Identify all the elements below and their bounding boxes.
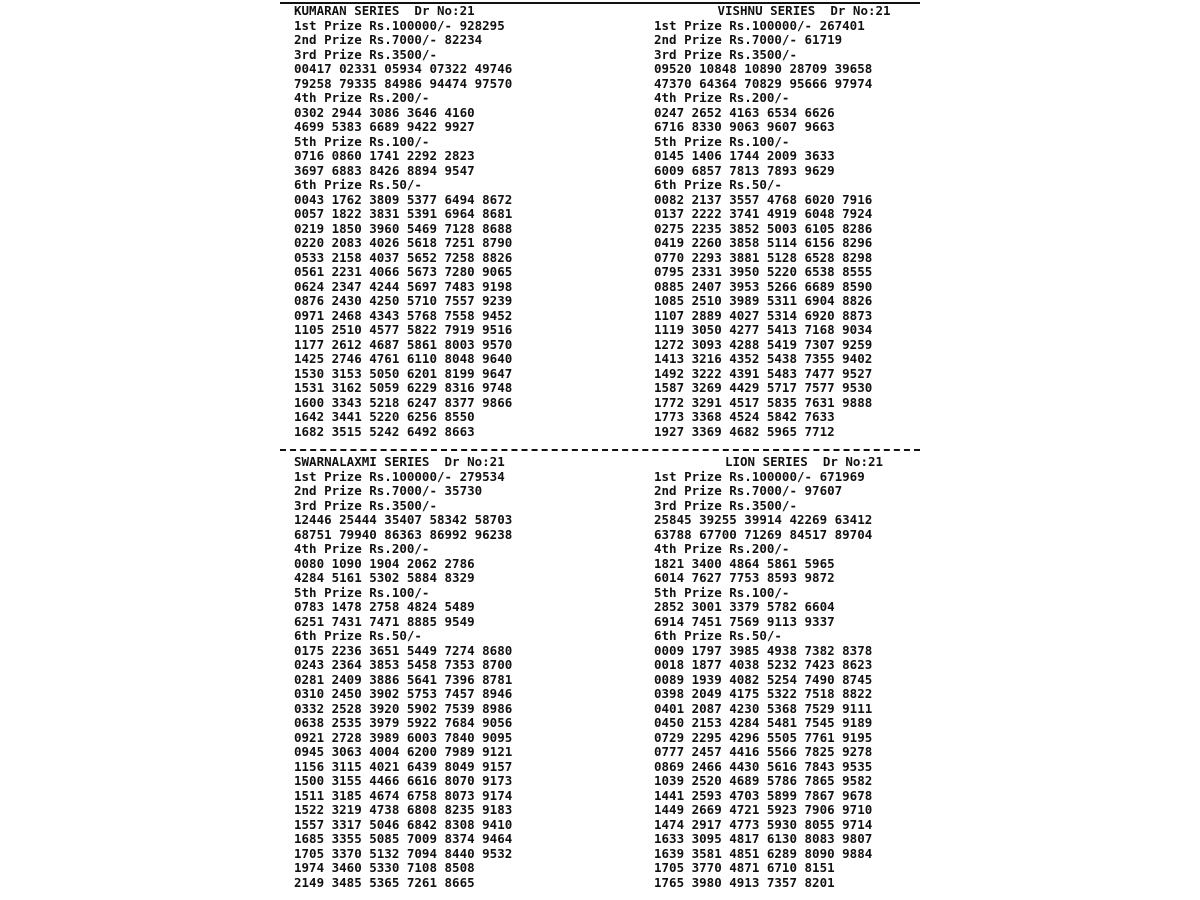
number-row: 1085 2510 3989 5311 6904 8826	[654, 293, 873, 308]
draw-number: Dr No:21	[830, 4, 891, 18]
number-row: 1927 3369 4682 5965 7712	[654, 423, 835, 439]
number-row: 1600 3343 5218 6247 8377 9866	[294, 394, 513, 410]
number-row: 0220 2083 4026 5618 7251 8790	[294, 235, 513, 250]
second-prize-line	[294, 484, 594, 499]
first-prize-number: 671969	[819, 468, 865, 484]
first-prize-label: 1st Prize Rs.100000/-	[294, 17, 453, 33]
number-row: 0945 3063 4004 6200 7989 9121	[294, 744, 513, 759]
number-row: 0729 2295 4296 5505 7761 9195	[654, 729, 873, 745]
number-row: 0281 2409 3886 5641 7396 8781	[294, 671, 513, 687]
number-row: 1474 2917 4773 5930 8055 9714	[654, 816, 873, 832]
first-prize-line	[294, 19, 594, 34]
number-row: 1119 3050 4277 5413 7168 9034	[654, 322, 873, 337]
number-row: 0795 2331 3950 5220 6538 8555	[654, 264, 873, 279]
number-row: 63788 67700 71269 84517 89704	[654, 526, 873, 542]
first-prize-number: 279534	[459, 468, 505, 484]
number-row: 6014 7627 7753 8593 9872	[654, 570, 835, 585]
section-heading	[294, 455, 594, 470]
number-row: 6009 6857 7813 7893 9629	[654, 162, 835, 178]
section-vishnu	[654, 4, 954, 439]
number-row: 0009 1797 3985 4938 7382 8378	[654, 642, 873, 658]
number-row: 4284 5161 5302 5884 8329	[294, 570, 475, 585]
number-row: 1705 3770 4871 6710 8151	[654, 860, 835, 875]
number-row: 0332 2528 3920 5902 7539 8986	[294, 700, 513, 716]
number-row: 1821 3400 4864 5861 5965	[654, 555, 835, 571]
number-row: 1531 3162 5059 6229 8316 9748	[294, 380, 513, 395]
number-row: 79258 79335 84986 94474 97570	[294, 75, 513, 91]
second-prize-line	[294, 33, 594, 48]
section-heading	[654, 4, 954, 19]
number-row: 0243 2364 3853 5458 7353 8700	[294, 657, 513, 672]
number-row: 0638 2535 3979 5922 7684 9056	[294, 715, 513, 730]
number-row: 6914 7451 7569 9113 9337	[654, 613, 835, 629]
section-heading	[654, 455, 954, 470]
second-prize-label: 2nd Prize Rs.7000/-	[294, 32, 437, 47]
series-name: SWARNALAXMI SERIES	[294, 455, 430, 469]
number-row: 1557 3317 5046 6842 8308 9410	[294, 816, 513, 832]
third-prize-numbers	[294, 62, 594, 91]
second-prize-number: 97607	[804, 483, 843, 498]
third-prize-label: 3rd Prize Rs.3500/-	[294, 497, 437, 513]
sixth-prize-label: 6th Prize Rs.50/-	[654, 628, 782, 643]
number-row: 1682 3515 5242 6492 8663	[294, 423, 475, 439]
number-row: 1039 2520 4689 5786 7865 9582	[654, 773, 873, 788]
sixth-prize-numbers	[654, 193, 954, 440]
number-row: 1772 3291 4517 5835 7631 9888	[654, 394, 873, 410]
second-prize-number: 35730	[444, 483, 483, 498]
number-row: 0043 1762 3809 5377 6494 8672	[294, 191, 513, 207]
lottery-results-sheet	[280, 0, 920, 900]
first-prize-line	[654, 470, 954, 485]
number-row: 0089 1939 4082 5254 7490 8745	[654, 671, 873, 687]
number-row: 1492 3222 4391 5483 7477 9527	[654, 365, 873, 381]
number-row: 68751 79940 86363 86992 96238	[294, 526, 513, 542]
third-prize-label: 3rd Prize Rs.3500/-	[654, 497, 797, 513]
draw-number: Dr No:21	[414, 4, 475, 18]
number-row: 3697 6883 8426 8894 9547	[294, 162, 475, 178]
number-row: 1642 3441 5220 6256 8550	[294, 409, 475, 424]
number-row: 2852 3001 3379 5782 6604	[654, 599, 835, 614]
sixth-prize-label: 6th Prize Rs.50/-	[294, 177, 422, 192]
fifth-prize-numbers	[654, 600, 954, 629]
number-row: 0082 2137 3557 4768 6020 7916	[654, 191, 873, 207]
fourth-prize-label: 4th Prize Rs.200/-	[294, 90, 430, 105]
number-row: 6716 8330 9063 9607 9663	[654, 119, 835, 134]
fourth-prize-numbers	[294, 557, 594, 586]
fourth-prize-numbers	[294, 106, 594, 135]
number-row: 1425 2746 4761 6110 8048 9640	[294, 351, 513, 366]
number-row: 0145 1406 1744 2009 3633	[654, 148, 835, 163]
number-row: 0398 2049 4175 5322 7518 8822	[654, 686, 873, 701]
number-row: 0275 2235 3852 5003 6105 8286	[654, 220, 873, 236]
first-prize-label: 1st Prize Rs.100000/-	[654, 468, 813, 484]
number-row: 1974 3460 5330 7108 8508	[294, 860, 475, 875]
first-prize-line	[654, 19, 954, 34]
number-row: 1587 3269 4429 5717 7577 9530	[654, 380, 873, 395]
first-prize-label: 1st Prize Rs.100000/-	[654, 17, 813, 33]
number-row: 0885 2407 3953 5266 6689 8590	[654, 278, 873, 294]
second-prize-number: 61719	[804, 32, 843, 47]
section-swarnalaxmi	[294, 455, 594, 890]
draw-number: Dr No:21	[444, 455, 505, 469]
number-row: 6251 7431 7471 8885 9549	[294, 613, 475, 629]
draw-number: Dr No:21	[822, 455, 884, 469]
number-row: 0080 1090 1904 2062 2786	[294, 555, 475, 571]
number-row: 12446 25444 35407 58342 58703	[294, 512, 513, 527]
number-row: 47370 64364 70829 95666 97974	[654, 75, 873, 91]
number-row: 0971 2468 4343 5768 7558 9452	[294, 307, 513, 323]
number-row: 0057 1822 3831 5391 6964 8681	[294, 206, 513, 221]
number-row: 00417 02331 05934 07322 49746	[294, 61, 513, 76]
number-row: 0018 1877 4038 5232 7423 8623	[654, 657, 873, 672]
sixth-prize-numbers	[294, 644, 594, 891]
section-kumaran	[294, 4, 594, 439]
number-row: 25845 39255 39914 42269 63412	[654, 512, 873, 527]
number-row: 1705 3370 5132 7094 8440 9532	[294, 845, 513, 861]
sixth-prize-label: 6th Prize Rs.50/-	[294, 628, 422, 643]
series-name: KUMARAN SERIES	[294, 4, 400, 18]
third-prize-label: 3rd Prize Rs.3500/-	[294, 46, 437, 62]
fourth-prize-numbers	[654, 557, 954, 586]
number-row: 0921 2728 3989 6003 7840 9095	[294, 729, 513, 745]
number-row: 1639 3581 4851 6289 8090 9884	[654, 845, 873, 861]
number-row: 0783 1478 2758 4824 5489	[294, 599, 475, 614]
number-row: 1449 2669 4721 5923 7906 9710	[654, 802, 873, 817]
third-prize-numbers	[294, 513, 594, 542]
number-row: 2149 3485 5365 7261 8665	[294, 874, 475, 890]
number-row: 1685 3355 5085 7009 8374 9464	[294, 831, 513, 846]
number-row: 0219 1850 3960 5469 7128 8688	[294, 220, 513, 236]
number-row: 0624 2347 4244 5697 7483 9198	[294, 278, 513, 294]
number-row: 1441 2593 4703 5899 7867 9678	[654, 787, 873, 803]
first-prize-number: 267401	[819, 17, 865, 33]
number-row: 0175 2236 3651 5449 7274 8680	[294, 642, 513, 658]
dashed-section-divider	[280, 449, 920, 451]
number-row: 1272 3093 4288 5419 7307 9259	[654, 336, 873, 352]
third-prize-numbers	[654, 62, 954, 91]
number-row: 1633 3095 4817 6130 8083 9807	[654, 831, 873, 846]
fifth-prize-label: 5th Prize Rs.100/-	[294, 133, 430, 149]
fourth-prize-numbers	[654, 106, 954, 135]
second-prize-label: 2nd Prize Rs.7000/-	[654, 483, 797, 498]
section-lion	[654, 455, 954, 890]
number-row: 09520 10848 10890 28709 39658	[654, 61, 873, 76]
third-prize-numbers	[654, 513, 954, 542]
number-row: 1105 2510 4577 5822 7919 9516	[294, 322, 513, 337]
number-row: 0401 2087 4230 5368 7529 9111	[654, 700, 873, 716]
number-row: 0302 2944 3086 3646 4160	[294, 104, 475, 120]
first-prize-label: 1st Prize Rs.100000/-	[294, 468, 453, 484]
number-row: 1530 3153 5050 6201 8199 9647	[294, 365, 513, 381]
number-row: 0419 2260 3858 5114 6156 8296	[654, 235, 873, 250]
number-row: 0561 2231 4066 5673 7280 9065	[294, 264, 513, 279]
sixth-prize-numbers	[294, 193, 594, 440]
fifth-prize-label: 5th Prize Rs.100/-	[654, 584, 790, 600]
number-row: 0533 2158 4037 5652 7258 8826	[294, 249, 513, 265]
number-row: 0137 2222 3741 4919 6048 7924	[654, 206, 873, 221]
number-row: 1511 3185 4674 6758 8073 9174	[294, 787, 513, 803]
fifth-prize-numbers	[654, 149, 954, 178]
sixth-prize-numbers	[654, 644, 954, 891]
number-row: 0247 2652 4163 6534 6626	[654, 104, 835, 120]
number-row: 1773 3368 4524 5842 7633	[654, 409, 835, 424]
number-row: 1413 3216 4352 5438 7355 9402	[654, 351, 873, 366]
number-row: 1107 2889 4027 5314 6920 8873	[654, 307, 873, 323]
fifth-prize-numbers	[294, 600, 594, 629]
fourth-prize-label: 4th Prize Rs.200/-	[654, 541, 790, 556]
number-row: 4699 5383 6689 9422 9927	[294, 119, 475, 134]
number-row: 0310 2450 3902 5753 7457 8946	[294, 686, 513, 701]
number-row: 1177 2612 4687 5861 8003 9570	[294, 336, 513, 352]
second-prize-line	[654, 33, 954, 48]
number-row: 0770 2293 3881 5128 6528 8298	[654, 249, 873, 265]
first-prize-number: 928295	[459, 17, 505, 33]
number-row: 1500 3155 4466 6616 8070 9173	[294, 773, 513, 788]
second-prize-line	[654, 484, 954, 499]
second-prize-label: 2nd Prize Rs.7000/-	[294, 483, 437, 498]
number-row: 1522 3219 4738 6808 8235 9183	[294, 802, 513, 817]
second-prize-number: 82234	[444, 32, 483, 47]
number-row: 1765 3980 4913 7357 8201	[654, 874, 835, 890]
fourth-prize-label: 4th Prize Rs.200/-	[294, 541, 430, 556]
series-name: LION SERIES	[724, 455, 808, 469]
fourth-prize-label: 4th Prize Rs.200/-	[654, 90, 790, 105]
number-row: 0869 2466 4430 5616 7843 9535	[654, 758, 873, 774]
section-heading	[294, 4, 594, 19]
number-row: 1156 3115 4021 6439 8049 9157	[294, 758, 513, 774]
number-row: 0876 2430 4250 5710 7557 9239	[294, 293, 513, 308]
number-row: 0450 2153 4284 5481 7545 9189	[654, 715, 873, 730]
number-row: 0777 2457 4416 5566 7825 9278	[654, 744, 873, 759]
second-prize-label: 2nd Prize Rs.7000/-	[654, 32, 797, 47]
fifth-prize-numbers	[294, 149, 594, 178]
sixth-prize-label: 6th Prize Rs.50/-	[654, 177, 782, 192]
first-prize-line	[294, 470, 594, 485]
series-name: VISHNU SERIES	[717, 4, 816, 18]
fifth-prize-label: 5th Prize Rs.100/-	[654, 133, 790, 149]
number-row: 0716 0860 1741 2292 2823	[294, 148, 475, 163]
fifth-prize-label: 5th Prize Rs.100/-	[294, 584, 430, 600]
third-prize-label: 3rd Prize Rs.3500/-	[654, 46, 797, 62]
